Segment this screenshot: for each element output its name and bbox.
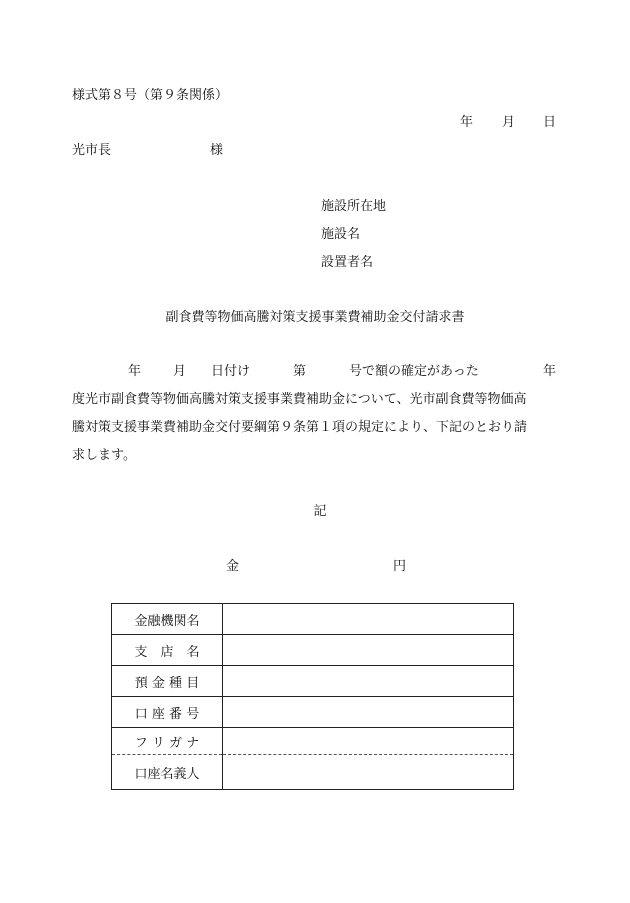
amount-kin-label: 金 [226,559,240,574]
account-number-field[interactable] [223,697,514,728]
table-row [112,697,514,728]
bank-account-table [111,603,514,790]
body-line-2: 度光市副食費等物価高騰対策支援事業費補助金について、光市副食費等物価高 [72,392,527,407]
document-title: 副食費等物価高騰対策支援事業費補助金交付請求書 [165,310,465,325]
table-row [112,604,514,635]
addressee-honorific: 様 [210,143,224,158]
body-line-4: 求します。 [72,448,136,463]
body-line-3: 騰対策支援事業費補助金交付要綱第９条第１項の規定により、下記のとおり請 [72,420,528,435]
bank-name-label: 金融機関名 [112,604,223,635]
furigana-field[interactable] [223,728,514,755]
date-year-label: 年 [460,115,474,130]
furigana-label: フ リ ガ ナ [112,728,223,755]
account-number-label: 口 座 番 号 [112,697,223,728]
branch-name-field[interactable] [223,635,514,666]
body-year-1: 年 [128,364,142,379]
table-row [112,728,514,755]
account-holder-label: 口座名義人 [112,755,223,790]
form-number: 様式第８号（第９条関係） [72,88,229,103]
body-day-ref: 日付け [211,364,251,379]
body-month: 月 [173,364,187,379]
body-dai: 第 [293,364,307,379]
branch-name-label: 支 店 名 [112,635,223,666]
deposit-type-label: 預 金 種 目 [112,666,223,697]
body-confirmed: 号で額の確定があった [349,364,479,379]
addressee: 光市長 [72,143,112,158]
table-row [112,755,514,790]
amount-yen-label: 円 [393,559,407,574]
applicant-address-label: 施設所在地 [321,199,387,214]
ki-heading: 記 [313,504,327,519]
bank-name-field[interactable] [223,604,514,635]
deposit-type-field[interactable] [223,666,514,697]
applicant-founder-label: 設置者名 [321,255,374,270]
account-holder-field[interactable] [223,755,514,790]
body-year-2: 年 [543,364,557,379]
table-row [112,666,514,697]
applicant-facility-label: 施設名 [321,227,361,242]
table-row [112,635,514,666]
date-month-label: 月 [502,115,516,130]
date-day-label: 日 [543,115,557,130]
